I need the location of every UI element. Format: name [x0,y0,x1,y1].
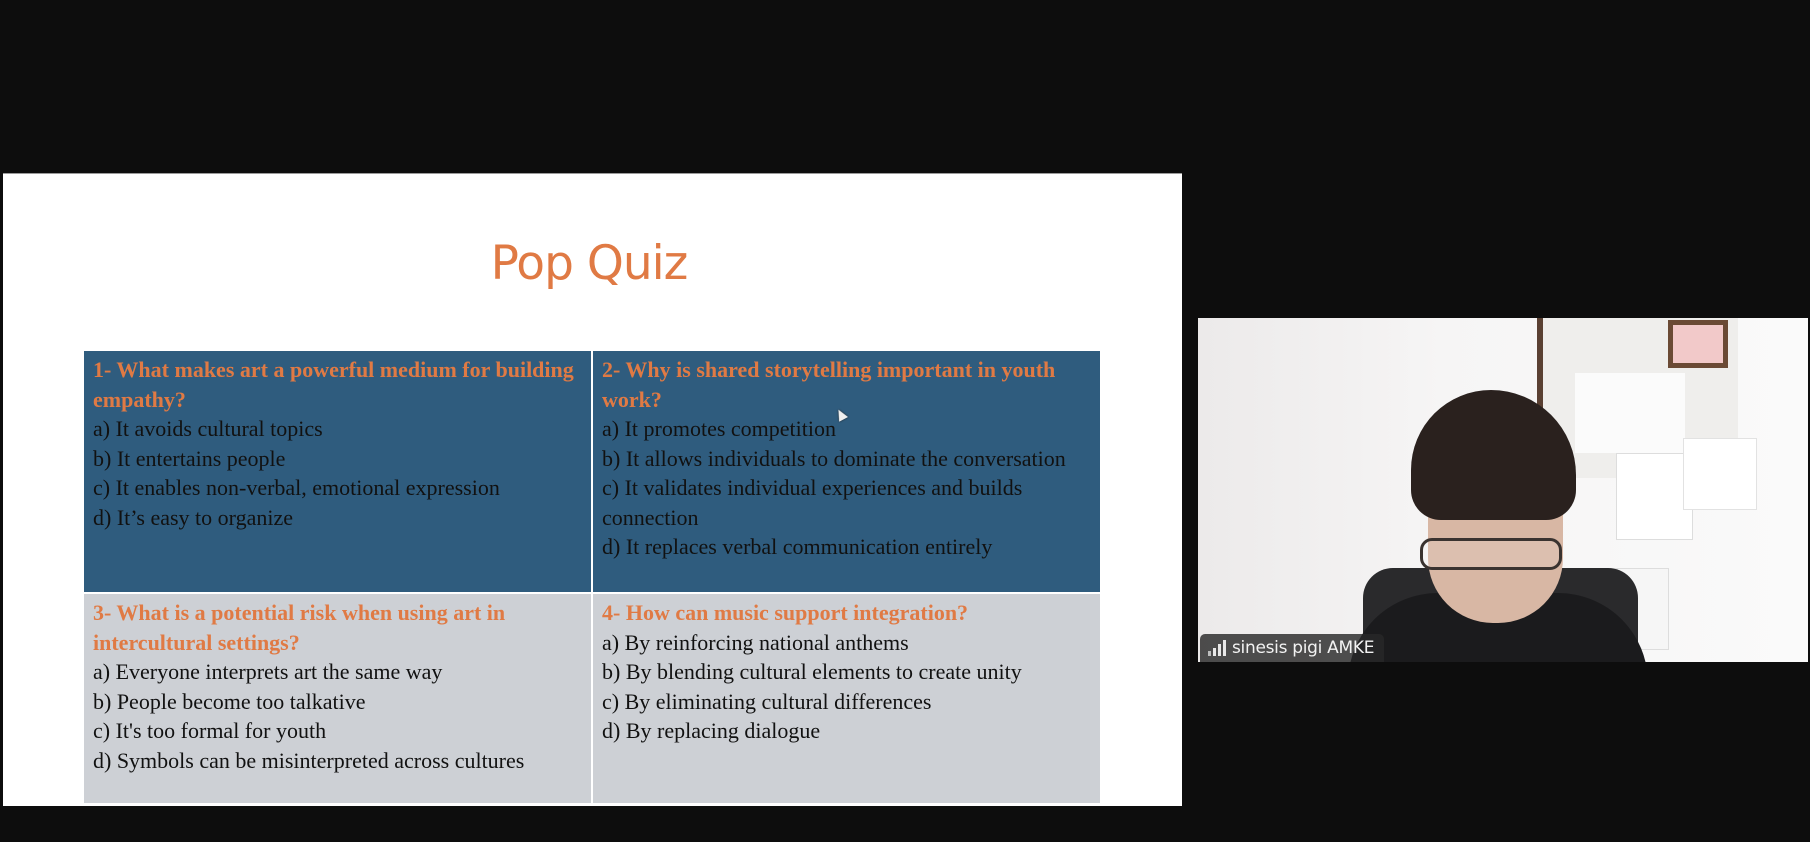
question-1-option-d: d) It’s easy to organize [93,504,293,530]
question-4-option-d: d) By replacing dialogue [602,718,821,743]
question-4: 4- How can music support integration? [602,600,969,625]
question-3: 3- What is a potential risk when using art in intercultural settings? [93,600,506,655]
question-2-option-c: c) It validates individual experiences and builds connection [602,475,1023,530]
quiz-cell-3 [84,594,591,803]
background-drawing [1683,438,1757,510]
slide-title: Pop Quiz [490,236,688,291]
participant-name-label [1200,634,1384,662]
question-3-option-d: d) Symbols can be misinterpreted across cultures [93,747,525,773]
signal-bars-icon [1208,640,1226,656]
question-3-option-a: a) Everyone interprets art the same way [93,659,443,684]
background-poster [1575,373,1685,453]
question-2-option-b: b) It allows individuals to dominate the conversation [602,445,1066,471]
question-2-option-a: a) It promotes competition [602,416,836,441]
participant-name: sinesis pigi AMKE [1232,638,1375,658]
question-3-option-b: b) People become too talkative [93,688,366,714]
question-4-option-b: b) By blending cultural elements to create unity [602,659,1022,684]
question-2-option-d: d) It replaces verbal communication entirely [602,534,993,559]
question-3-option-c: c) It's too formal for youth [93,718,327,743]
background-frame [1668,320,1728,368]
shared-screen-slide [3,173,1182,806]
question-1-option-a: a) It avoids cultural topics [93,416,323,441]
quiz-cell-2 [593,351,1100,592]
participant-video-tile[interactable] [1198,318,1808,662]
question-1: 1- What makes art a powerful medium for building empathy? [93,357,574,412]
quiz-cell-1 [84,351,591,592]
background-paper [1616,453,1693,540]
quiz-cell-4 [593,594,1100,803]
quiz-table [84,351,1100,803]
question-4-option-c: c) By eliminating cultural differences [602,688,932,714]
question-1-option-b: b) It entertains people [93,445,286,471]
question-2: 2- Why is shared storytelling important in youth work? [602,357,1056,412]
participant-glasses [1420,538,1562,570]
question-4-option-a: a) By reinforcing national anthems [602,629,909,655]
question-1-option-c: c) It enables non-verbal, emotional expression [93,475,500,500]
